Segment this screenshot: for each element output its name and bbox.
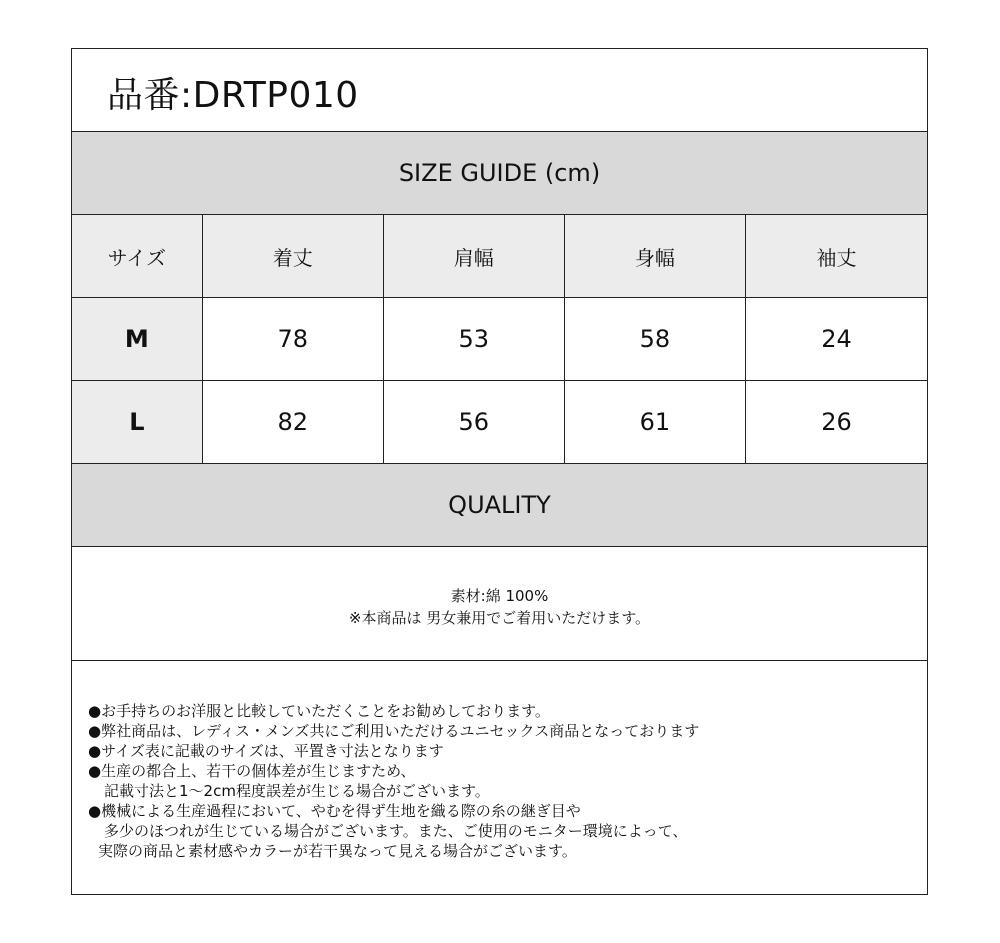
header-length: 着丈	[203, 215, 384, 297]
chest-value: 61	[565, 381, 746, 463]
note-item: ●機械による生産過程において、やむを得ず生地を織る際の糸の継ぎ目や	[88, 802, 581, 820]
material-text: 素材:綿 100%	[450, 587, 549, 605]
size-label: L	[72, 381, 203, 463]
size-label: M	[72, 298, 203, 380]
quality-heading: QUALITY	[72, 464, 927, 547]
size-sheet	[71, 48, 928, 895]
notes-section	[72, 661, 927, 894]
length-value: 78	[203, 298, 384, 380]
size-guide-heading: SIZE GUIDE (cm)	[72, 132, 927, 215]
note-item: ●お手持ちのお洋服と比較していただくことをお勧めしております。	[88, 702, 550, 720]
size-table	[72, 215, 927, 464]
note-item-continuation: 多少のほつれが生じている場合がございます。また、ご使用のモニター環境によって、	[104, 822, 688, 840]
note-item-continuation: 実際の商品と素材感やカラーが若干異なって見える場合がございます。	[98, 842, 577, 860]
shoulder-value: 56	[384, 381, 565, 463]
product-code-title: 品番:DRTP010	[107, 75, 359, 116]
note-item-continuation: 記載寸法と1～2cm程度誤差が生じる場合がございます。	[104, 782, 490, 800]
notes-list	[88, 701, 699, 861]
header-sleeve: 袖丈	[746, 215, 927, 297]
material-section	[72, 547, 927, 661]
note-item: ●サイズ表に記載のサイズは、平置き寸法となります	[88, 742, 444, 760]
title-row	[72, 49, 927, 132]
unisex-note: ※本商品は 男女兼用でご着用いただけます。	[348, 609, 651, 627]
note-item: ●弊社商品は、レディス・メンズ共にご利用いただけるユニセックス商品となっております	[88, 722, 700, 740]
table-row	[72, 381, 927, 464]
note-item: ●生産の都合上、若干の個体差が生じますため、	[88, 762, 416, 780]
table-row	[72, 298, 927, 381]
length-value: 82	[203, 381, 384, 463]
header-shoulder: 肩幅	[384, 215, 565, 297]
sleeve-value: 26	[821, 408, 852, 436]
header-size: サイズ	[72, 215, 203, 297]
chest-value: 58	[565, 298, 746, 380]
shoulder-value: 53	[384, 298, 565, 380]
size-table-header	[72, 215, 927, 298]
header-chest: 身幅	[565, 215, 746, 297]
sleeve-value: 24	[821, 325, 852, 353]
